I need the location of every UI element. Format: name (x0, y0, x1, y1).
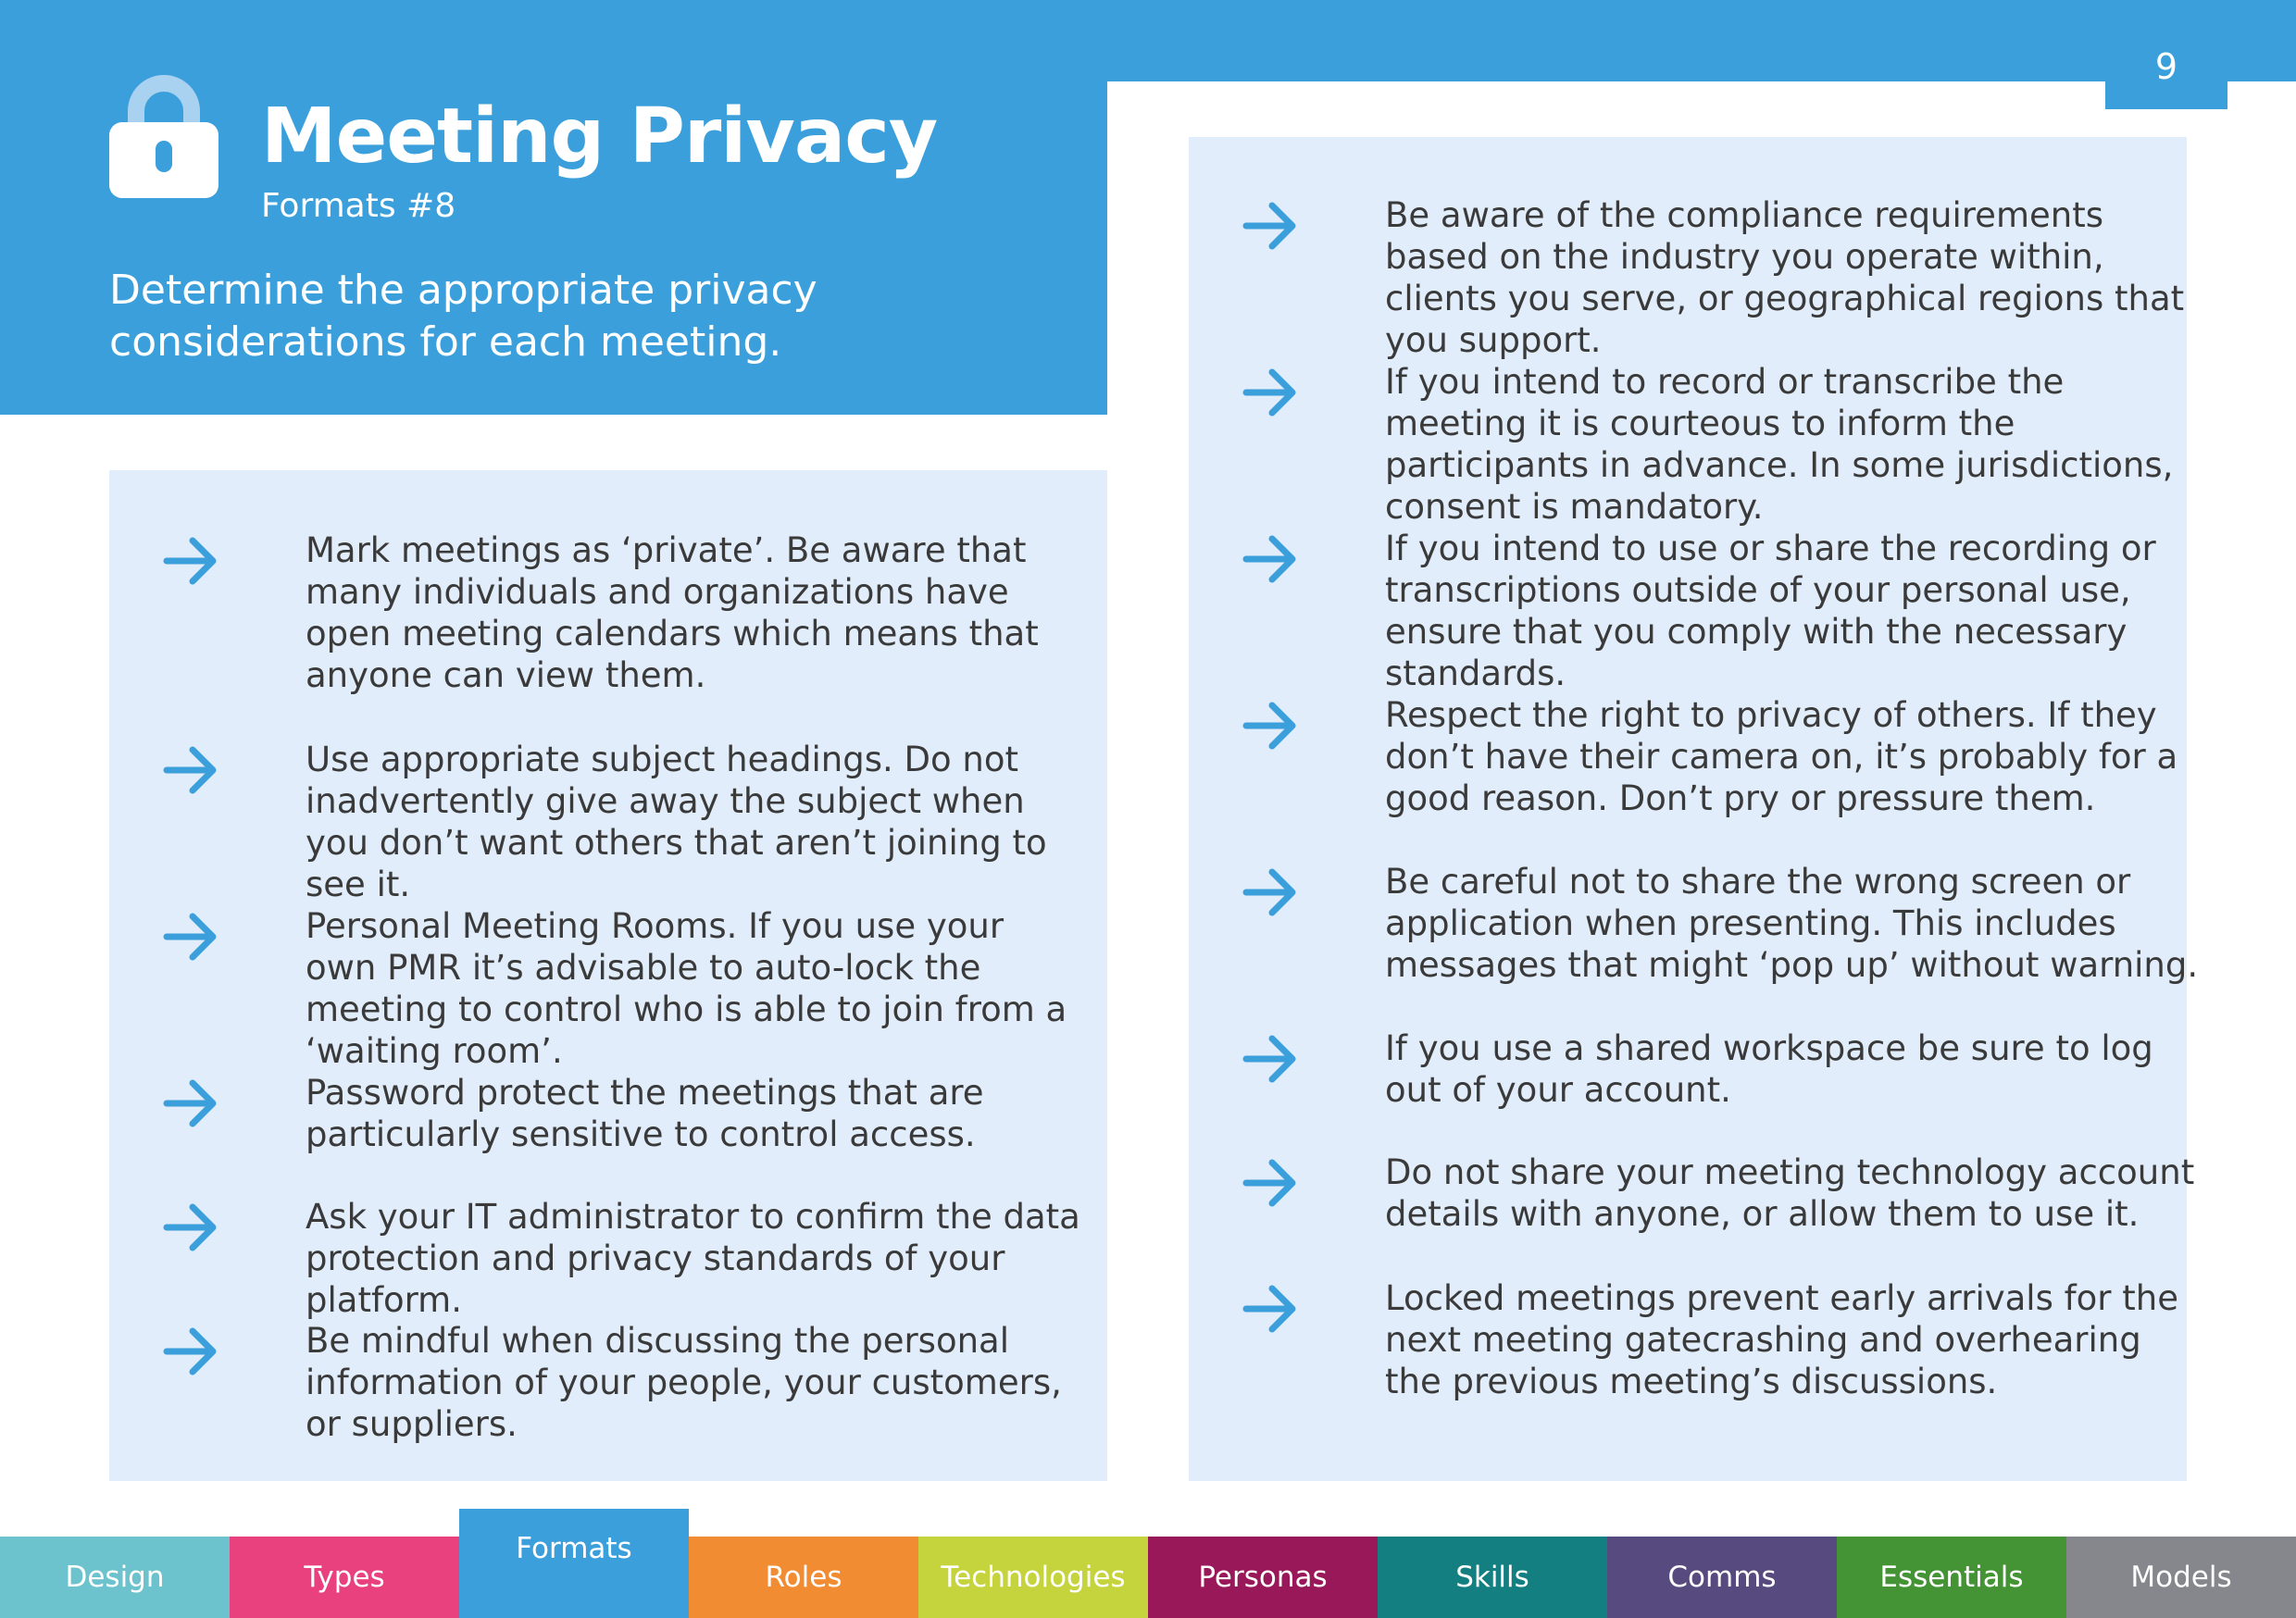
arrow-right-icon (1242, 533, 1300, 585)
page-number: 9 (2154, 46, 2178, 87)
nav-tab-personas[interactable]: Personas (1148, 1537, 1378, 1618)
page-title: Meeting Privacy (261, 93, 938, 180)
nav-tab-models[interactable]: Models (2066, 1537, 2296, 1618)
arrow-right-icon (163, 1326, 220, 1377)
arrow-right-icon (1242, 1283, 1300, 1335)
list-item-text: Personal Meeting Rooms. If you use your own PMR it’s advisable to auto-lock the meeting to control who is able to join from a ‘waiting room’. (306, 906, 1067, 1071)
nav-tab-roles[interactable]: Roles (689, 1537, 918, 1618)
page-subtitle: Formats #8 (261, 187, 456, 225)
nav-tab-types[interactable]: Types (230, 1537, 459, 1618)
section-nav (0, 1509, 2296, 1618)
arrow-right-icon (163, 535, 220, 587)
list-item-text: Use appropriate subject headings. Do not inadvertently give away the subject when you don’t want others that aren’t joining to see it. (306, 740, 1047, 904)
nav-tab-essentials[interactable]: Essentials (1837, 1537, 2066, 1618)
list-item-text: Be aware of the compliance requirements based on the industry you operate within, clients you serve, or geographical regions that you support. (1385, 195, 2185, 360)
arrow-right-icon (1242, 1033, 1300, 1085)
arrow-right-icon (1242, 700, 1300, 752)
nav-tab-formats[interactable]: Formats (459, 1509, 689, 1618)
arrow-right-icon (1242, 200, 1300, 252)
arrow-right-icon (163, 911, 220, 963)
arrow-right-icon (163, 744, 220, 796)
list-item-text: Respect the right to privacy of others. If they don’t have their camera on, it’s probably for a good reason. Don’t pry or pressure them. (1385, 695, 2178, 818)
list-item-text: If you use a shared workspace be sure to log out of your account. (1385, 1028, 2153, 1110)
list-item-text: Do not share your meeting technology account details with anyone, or allow them to use it. (1385, 1152, 2195, 1234)
list-item-text: Be mindful when discussing the personal information of your people, your customers, or suppliers. (306, 1321, 1062, 1444)
arrow-right-icon (163, 1201, 220, 1253)
arrow-right-icon (1242, 367, 1300, 418)
list-item-text: Be careful not to share the wrong screen or application when presenting. This includes messages that might ‘pop up’ without warning. (1385, 862, 2199, 985)
nav-tab-design[interactable]: Design (0, 1537, 230, 1618)
nav-tab-comms[interactable]: Comms (1607, 1537, 1837, 1618)
list-item-text: Mark meetings as ‘private’. Be aware that many individuals and organizations have open meeting calendars which means that anyone can view them. (306, 530, 1039, 695)
arrow-right-icon (163, 1077, 220, 1129)
lock-icon (107, 72, 220, 200)
intro-text: Determine the appropriate privacy considerations for each meeting. (109, 267, 817, 366)
nav-tab-skills[interactable]: Skills (1378, 1537, 1607, 1618)
list-item-text: Ask your IT administrator to confirm the data protection and privacy standards of your platform. (306, 1197, 1080, 1320)
arrow-right-icon (1242, 866, 1300, 918)
list-item-text: If you intend to record or transcribe the meeting it is courteous to inform the participants in advance. In some jurisdictions, consent is mandatory. (1385, 362, 2174, 527)
list-item-text: If you intend to use or share the recording or transcriptions outside of your personal use, ensure that you comply with the necessary standards. (1385, 529, 2156, 693)
list-item-text: Password protect the meetings that are particularly sensitive to control access. (306, 1073, 984, 1154)
nav-tab-technologies[interactable]: Technologies (918, 1537, 1148, 1618)
list-item-text: Locked meetings prevent early arrivals for the next meeting gatecrashing and overhearing the previous meeting’s discussions. (1385, 1278, 2178, 1401)
arrow-right-icon (1242, 1157, 1300, 1209)
